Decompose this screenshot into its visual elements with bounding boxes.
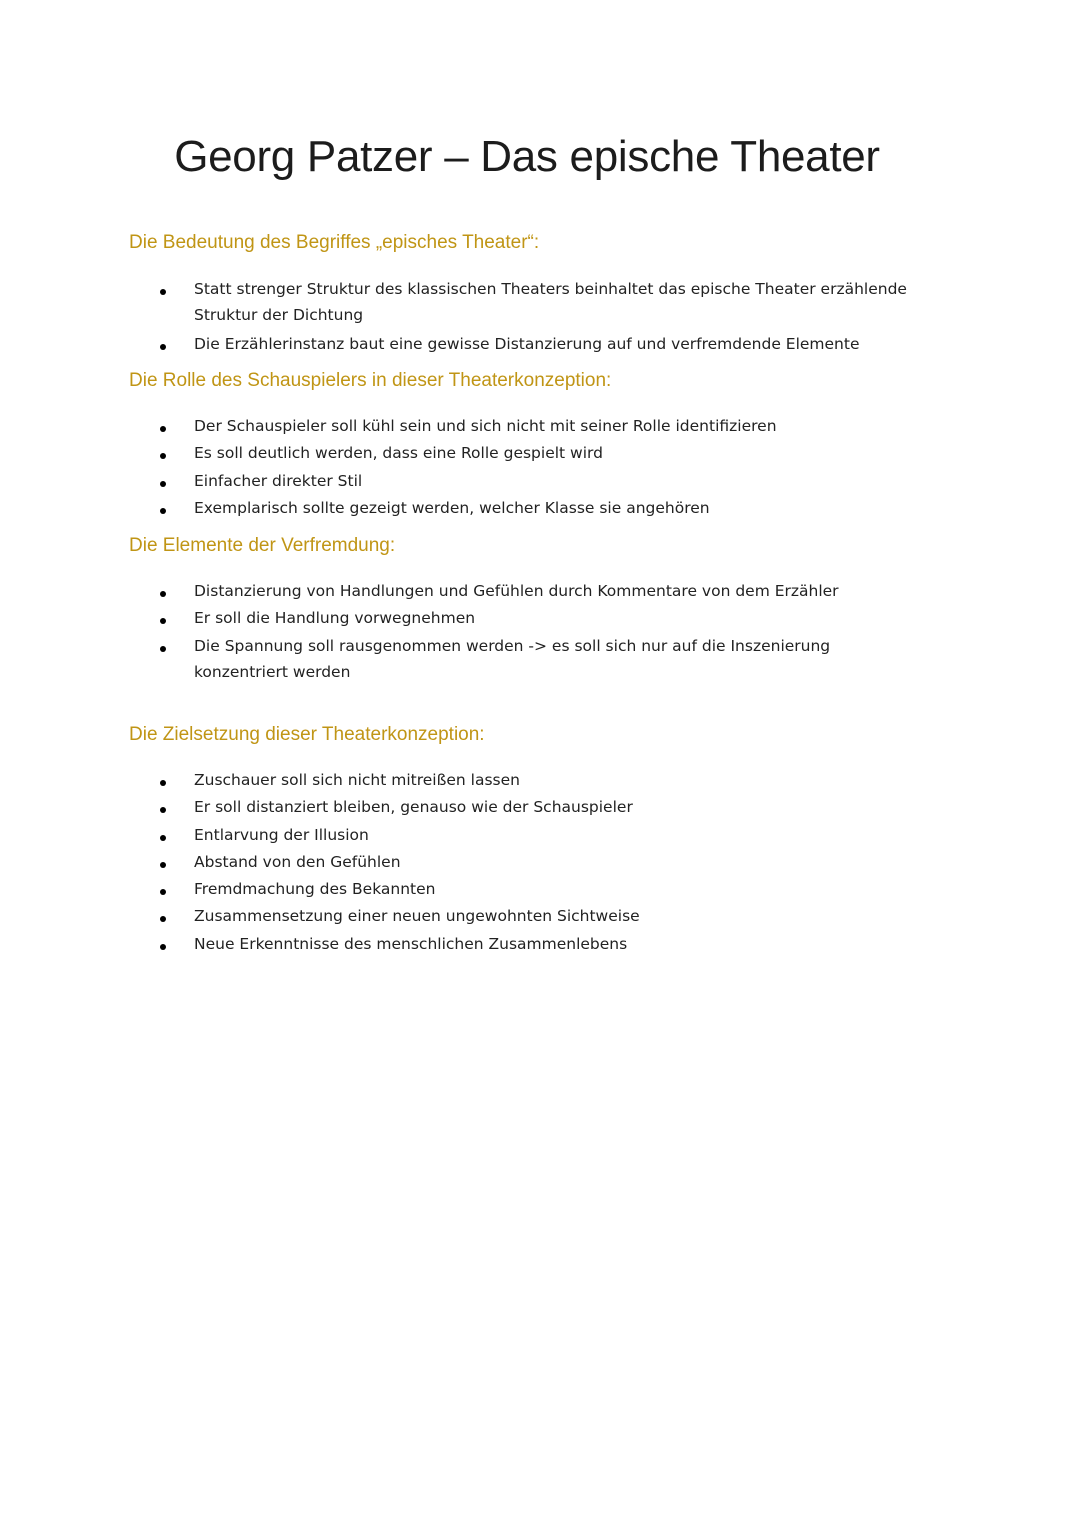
list-item-text: Zuschauer soll sich nicht mitreißen lassen (194, 771, 520, 789)
list-item-text: Er soll distanziert bleiben, genauso wie der Schauspieler (194, 798, 633, 817)
section-heading-verfremdung: Die Elemente der Verfremdung: (129, 535, 396, 556)
bullet-list-rolle (0, 418, 1080, 527)
list-item-text: Der Schauspieler soll kühl sein und sich nicht mit seiner Rolle identifizieren (194, 417, 777, 435)
list-item-text: Neue Erkenntnisse des menschlichen Zusammenlebens (194, 934, 628, 953)
list-item-text: Distanzierung von Handlungen und Gefühlen durch Kommentare von dem Erzähler (194, 582, 839, 600)
bullet-icon (160, 591, 166, 597)
list-item-text: Entlarvung der Illusion (194, 825, 369, 844)
list-item-text: Er soll die Handlung vorwegnehmen (194, 609, 476, 628)
list-item (0, 936, 1080, 963)
bullet-list-verfremdung (0, 583, 1080, 692)
list-item-text: Es soll deutlich werden, dass eine Rolle gespielt wird (194, 444, 603, 463)
list-item-text: Die Erzählerinstanz baut eine gewisse Distanzierung auf und verfremdende Elemente (194, 334, 860, 353)
bullet-list-zielsetzung (0, 772, 1080, 963)
list-item-text: Exemplarisch sollte gezeigt werden, welcher Klasse sie angehören (194, 498, 710, 517)
list-item-text: Fremdmachung des Bekannten (194, 880, 436, 899)
list-item (0, 638, 1080, 693)
list-item (0, 336, 1080, 363)
bullet-icon (160, 944, 166, 950)
list-item-text: Die Spannung soll rausgenommen werden -> es soll sich nur auf die Inszenierung konzentriert werden (194, 636, 831, 681)
list-item (0, 500, 1080, 527)
document-title: Georg Patzer – Das epische Theater (174, 132, 880, 181)
bullet-icon (160, 889, 166, 895)
bullet-icon (160, 426, 166, 432)
bullet-icon (160, 508, 166, 514)
bullet-icon (160, 862, 166, 868)
bullet-icon (160, 646, 166, 652)
list-item-text: Zusammensetzung einer neuen ungewohnten Sichtweise (194, 907, 640, 926)
list-item-text: Statt strenger Struktur des klassischen Theaters beinhaltet das epische Theater erzählende Struktur der Dichtung (194, 280, 907, 324)
bullet-icon (160, 289, 166, 295)
bullet-icon (160, 916, 166, 922)
section-heading-zielsetzung: Die Zielsetzung dieser Theaterkonzeption: (129, 724, 485, 745)
section-heading-bedeutung: Die Bedeutung des Begriffes „episches Theater“: (129, 232, 540, 253)
bullet-icon (160, 807, 166, 813)
bullet-icon (160, 618, 166, 624)
bullet-list-bedeutung (0, 281, 1080, 363)
bullet-icon (160, 481, 166, 487)
list-item-text: Einfacher direkter Stil (194, 471, 363, 490)
bullet-icon (160, 780, 166, 786)
list-item (0, 281, 1080, 336)
bullet-icon (160, 835, 166, 841)
bullet-icon (160, 453, 166, 459)
list-item-text: Abstand von den Gefühlen (194, 852, 401, 871)
bullet-icon (160, 344, 166, 350)
section-heading-rolle: Die Rolle des Schauspielers in dieser Theaterkonzeption: (129, 370, 612, 391)
